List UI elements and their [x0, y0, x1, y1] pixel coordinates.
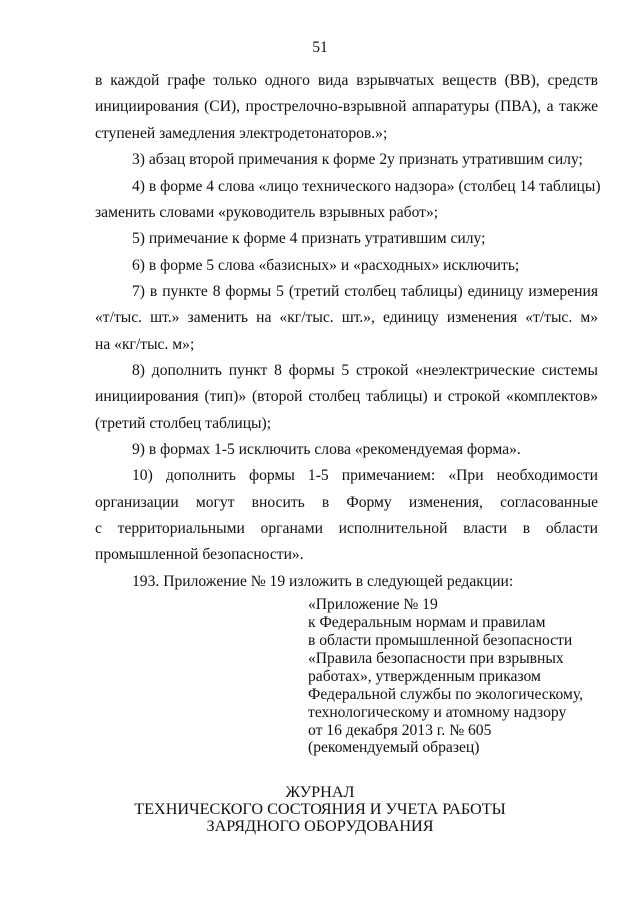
page-number: 51	[312, 39, 328, 56]
attachment-line: технологическому и атомному надзору	[308, 704, 567, 721]
attachment-line: в области промышленной безопасности	[308, 632, 573, 649]
text-line: на «кг/тыс. м»;	[95, 336, 195, 353]
text-line: с территориальными органами исполнительной власти в области	[95, 520, 598, 537]
text-line: 7) в пункте 8 формы 5 (третий столбец таблицы) единицу измерения	[132, 283, 598, 300]
text-line: промышленной безопасности».	[95, 546, 304, 563]
attachment-line: к Федеральным нормам и правилам	[308, 614, 546, 631]
text-line: «т/тыс. шт.» заменить на «кг/тыс. шт.», единицу изменения «т/тыс. м»	[95, 309, 598, 326]
text-line: 4) в форме 4 слова «лицо технического надзора» (столбец 14 таблицы)	[132, 178, 601, 195]
text-line: (третий столбец таблицы);	[95, 415, 272, 432]
text-line: 193. Приложение № 19 изложить в следующей редакции:	[132, 573, 514, 590]
text-line: 6) в форме 5 слова «базисных» и «расходных» исключить;	[132, 257, 520, 274]
text-line: 10) дополнить формы 1-5 примечанием: «При необходимости	[132, 467, 598, 484]
text-line: 5) примечание к форме 4 признать утратившим силу;	[132, 230, 486, 247]
text-line: 8) дополнить пункт 8 формы 5 строкой «неэлектрические системы	[132, 362, 598, 379]
attachment-line: «Приложение № 19	[308, 596, 438, 613]
text-line: 9) в формах 1-5 исключить слова «рекомендуемая форма».	[132, 441, 521, 458]
journal-subtitle: ТЕХНИЧЕСКОГО СОСТОЯНИЯ И УЧЕТА РАБОТЫ	[134, 800, 506, 818]
attachment-line: «Правила безопасности при взрывных	[308, 650, 564, 667]
attachment-line: от 16 декабря 2013 г. № 605	[308, 722, 492, 739]
journal-subtitle: ЗАРЯДНОГО ОБОРУДОВАНИЯ	[206, 817, 434, 835]
text-line: в каждой графе только одного вида взрывчатых веществ (ВВ), средств	[95, 72, 598, 89]
text-line: ступеней замедления электродетонаторов.»;	[95, 125, 388, 142]
journal-title: ЖУРНАЛ	[285, 783, 355, 801]
text-line: заменить словами «руководитель взрывных работ»;	[95, 204, 439, 221]
text-line: 3) абзац второй примечания к форме 2у признать утратившим силу;	[132, 151, 583, 168]
text-line: инициирования (СИ), прострелочно-взрывной аппаратуры (ПВА), а также	[95, 98, 598, 115]
attachment-line: работах», утвержденным приказом	[308, 668, 541, 685]
attachment-line: Федеральной службы по экологическому,	[308, 686, 583, 703]
text-line: организации могут вносить в Форму изменения, согласованные	[95, 494, 598, 511]
sample-note: (рекомендуемый образец)	[308, 739, 480, 756]
text-line: инициирования (тип)» (второй столбец таблицы) и строкой «комплектов»	[95, 388, 598, 405]
